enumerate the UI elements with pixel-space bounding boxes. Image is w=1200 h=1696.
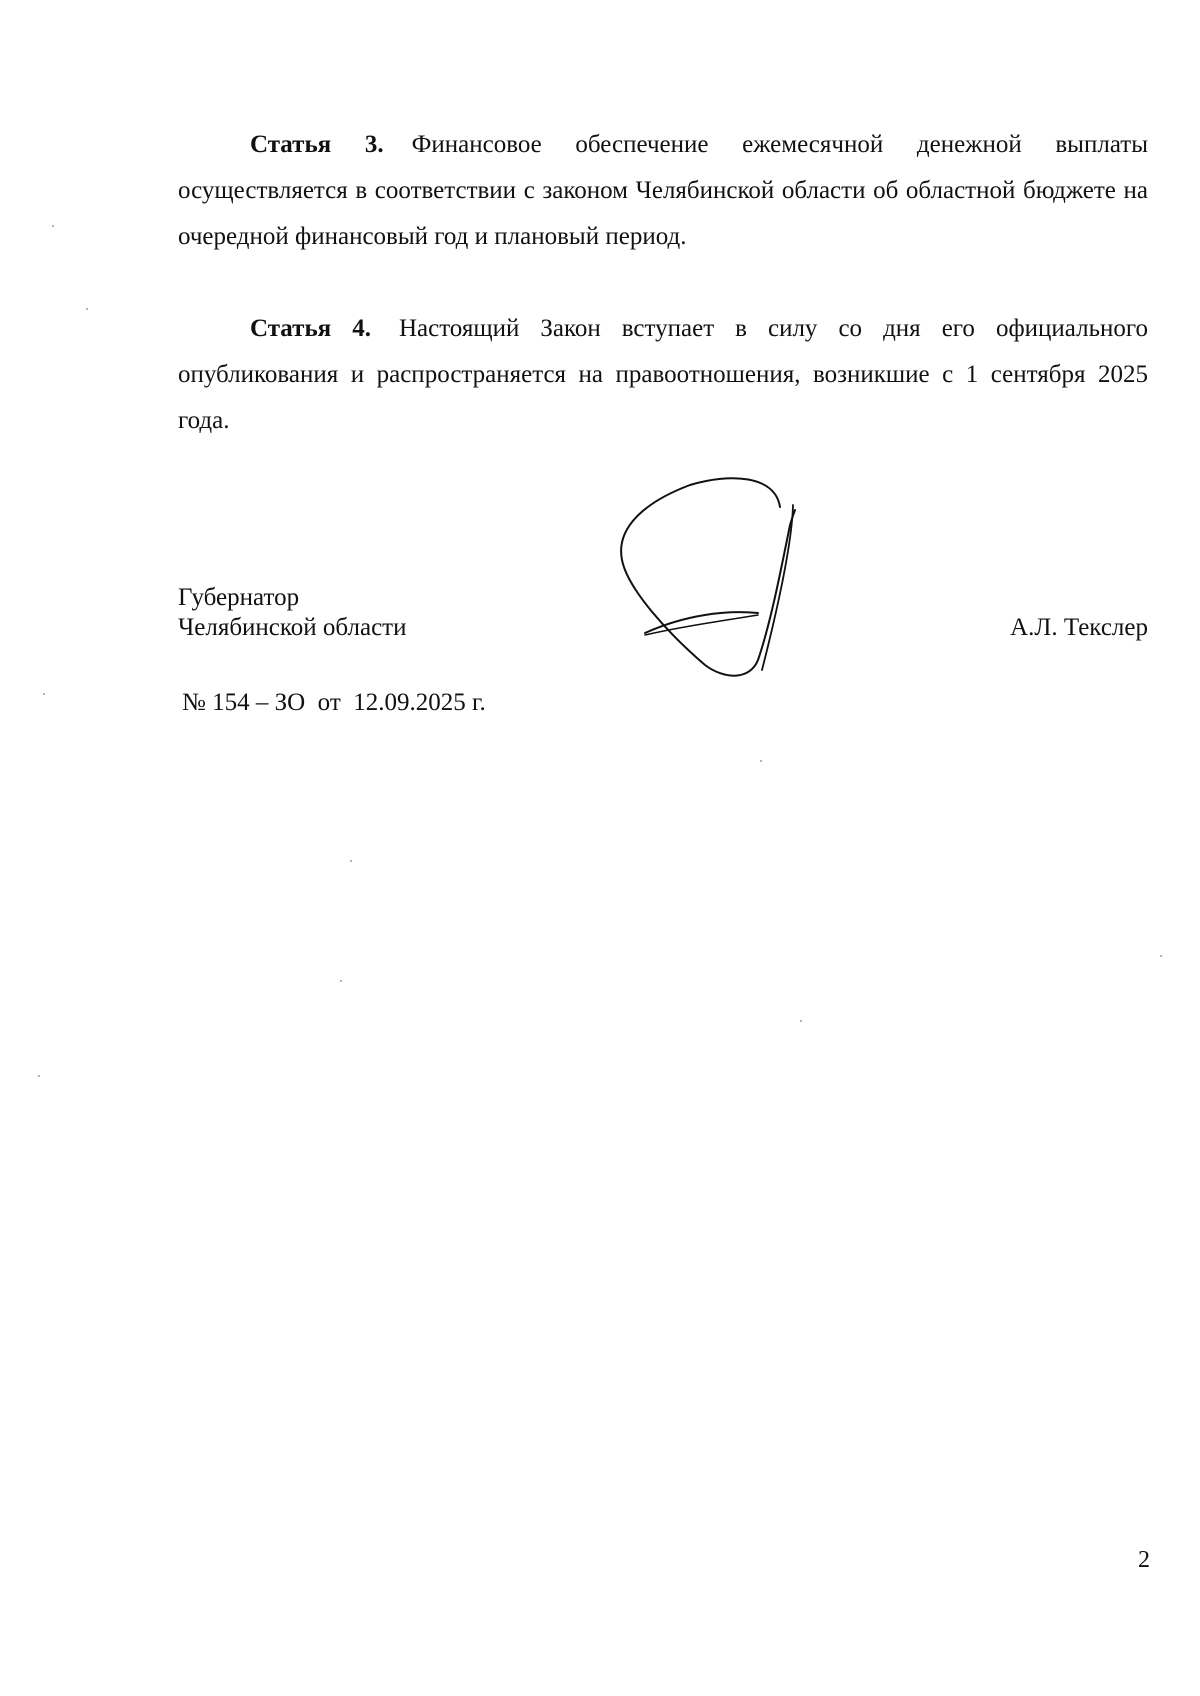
signature-loop-stroke <box>621 478 795 675</box>
law-number: № 154 – ЗО от 12.09.2025 г. <box>182 689 486 716</box>
scan-speck <box>760 760 762 762</box>
handwritten-signature <box>610 465 840 695</box>
scan-speck <box>52 225 54 227</box>
governor-name: А.Л. Текслер <box>1010 614 1148 641</box>
scan-speck <box>1160 955 1162 957</box>
signature-wing-lower <box>645 615 758 635</box>
page-number: 2 <box>1138 1547 1150 1573</box>
scan-speck <box>43 693 45 695</box>
scan-speck <box>350 860 352 862</box>
governor-title-line-2: Челябинской области <box>178 614 407 641</box>
governor-title <box>178 583 406 643</box>
article-3-text: Финансовое обеспечение ежемесячной денежной выплаты осуществляется в соответствии с законом Челябинской области об областной бюджете на очередной финансовый год и плановый период. <box>178 131 1148 250</box>
scan-speck <box>340 980 342 982</box>
article-4-text: Настоящий Закон вступает в силу со дня его официального опубликования и распространяется на правоотношения, возникшие с 1 сентября 2025 года. <box>178 315 1148 434</box>
governor-title-line-1: Губернатор <box>178 584 300 611</box>
article-3-label: Статья 3. <box>250 131 384 158</box>
scan-speck <box>800 1020 802 1022</box>
scan-speck <box>86 308 88 310</box>
article-4-paragraph <box>178 306 1148 444</box>
article-3-paragraph <box>178 122 1148 260</box>
scan-speck <box>38 1075 40 1077</box>
article-4-label: Статья 4. <box>250 315 371 342</box>
